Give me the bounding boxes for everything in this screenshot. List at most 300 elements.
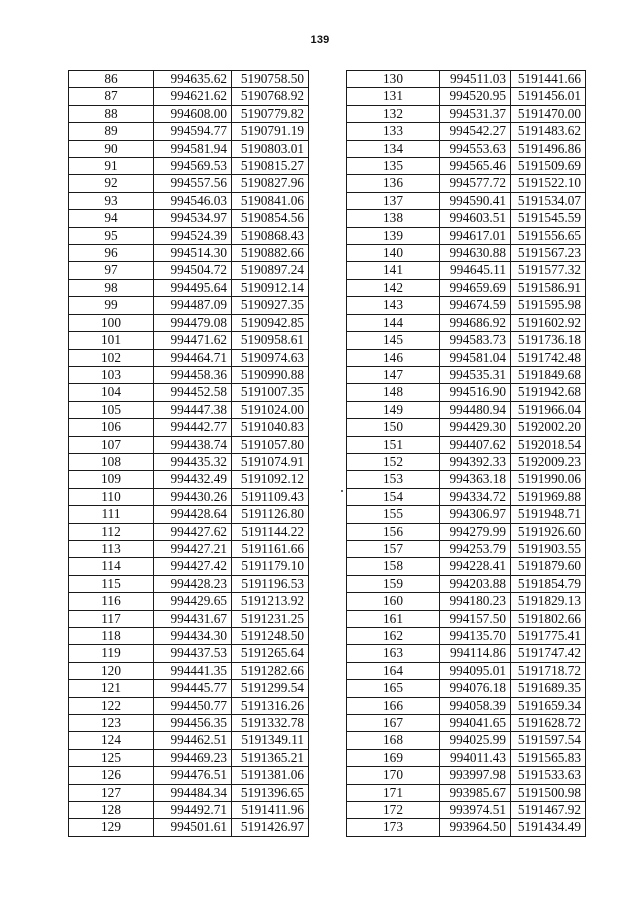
point-number-cell: 109 bbox=[69, 471, 154, 488]
point-number-cell: 127 bbox=[69, 784, 154, 801]
table-row bbox=[347, 715, 586, 732]
table-row bbox=[347, 680, 586, 697]
table-row bbox=[69, 645, 309, 662]
table-row bbox=[69, 366, 309, 383]
y-coordinate-cell: 5191332.78 bbox=[232, 715, 309, 732]
x-coordinate-cell: 994452.58 bbox=[154, 384, 232, 401]
point-number-cell: 100 bbox=[69, 314, 154, 331]
y-coordinate-cell: 5190758.50 bbox=[232, 71, 309, 88]
point-number-cell: 112 bbox=[69, 523, 154, 540]
table-row bbox=[347, 819, 586, 836]
y-coordinate-cell: 5192009.23 bbox=[511, 453, 586, 470]
y-coordinate-cell: 5190854.56 bbox=[232, 210, 309, 227]
point-number-cell: 114 bbox=[69, 558, 154, 575]
point-number-cell: 86 bbox=[69, 71, 154, 88]
x-coordinate-cell: 994456.35 bbox=[154, 715, 232, 732]
x-coordinate-cell: 994428.23 bbox=[154, 575, 232, 592]
x-coordinate-cell: 994363.18 bbox=[440, 471, 511, 488]
x-coordinate-cell: 994429.65 bbox=[154, 593, 232, 610]
x-coordinate-cell: 994686.92 bbox=[440, 314, 511, 331]
table-row bbox=[69, 488, 309, 505]
point-number-cell: 106 bbox=[69, 419, 154, 436]
point-number-cell: 158 bbox=[347, 558, 440, 575]
table-row bbox=[69, 784, 309, 801]
table-row bbox=[347, 575, 586, 592]
x-coordinate-cell: 994471.62 bbox=[154, 332, 232, 349]
table-row bbox=[347, 453, 586, 470]
table-row bbox=[347, 332, 586, 349]
y-coordinate-cell: 5190958.61 bbox=[232, 332, 309, 349]
y-coordinate-cell: 5191802.66 bbox=[511, 610, 586, 627]
y-coordinate-cell: 5191586.91 bbox=[511, 279, 586, 296]
x-coordinate-cell: 994495.64 bbox=[154, 279, 232, 296]
point-number-cell: 138 bbox=[347, 210, 440, 227]
point-number-cell: 128 bbox=[69, 802, 154, 819]
table-row bbox=[347, 279, 586, 296]
x-coordinate-cell: 994429.30 bbox=[440, 419, 511, 436]
x-coordinate-cell: 994546.03 bbox=[154, 192, 232, 209]
y-coordinate-cell: 5191126.80 bbox=[232, 506, 309, 523]
y-coordinate-cell: 5191057.80 bbox=[232, 436, 309, 453]
point-number-cell: 172 bbox=[347, 802, 440, 819]
table-row bbox=[69, 297, 309, 314]
point-number-cell: 153 bbox=[347, 471, 440, 488]
table-row bbox=[69, 453, 309, 470]
point-number-cell: 151 bbox=[347, 436, 440, 453]
point-number-cell: 156 bbox=[347, 523, 440, 540]
point-number-cell: 171 bbox=[347, 784, 440, 801]
x-coordinate-cell: 994479.08 bbox=[154, 314, 232, 331]
x-coordinate-cell: 994058.39 bbox=[440, 697, 511, 714]
point-number-cell: 116 bbox=[69, 593, 154, 610]
table-row bbox=[347, 88, 586, 105]
y-coordinate-cell: 5190768.92 bbox=[232, 88, 309, 105]
table-row bbox=[69, 593, 309, 610]
x-coordinate-cell: 994534.97 bbox=[154, 210, 232, 227]
point-number-cell: 136 bbox=[347, 175, 440, 192]
point-number-cell: 141 bbox=[347, 262, 440, 279]
y-coordinate-cell: 5191381.06 bbox=[232, 767, 309, 784]
x-coordinate-cell: 994135.70 bbox=[440, 628, 511, 645]
y-coordinate-cell: 5190927.35 bbox=[232, 297, 309, 314]
table-row bbox=[347, 558, 586, 575]
point-number-cell: 139 bbox=[347, 227, 440, 244]
point-number-cell: 89 bbox=[69, 123, 154, 140]
point-number-cell: 166 bbox=[347, 697, 440, 714]
y-coordinate-cell: 5191196.53 bbox=[232, 575, 309, 592]
point-number-cell: 97 bbox=[69, 262, 154, 279]
y-coordinate-cell: 5191441.66 bbox=[511, 71, 586, 88]
x-coordinate-cell: 994458.36 bbox=[154, 366, 232, 383]
y-coordinate-cell: 5191265.64 bbox=[232, 645, 309, 662]
point-number-cell: 98 bbox=[69, 279, 154, 296]
table-row bbox=[347, 401, 586, 418]
x-coordinate-cell: 994427.42 bbox=[154, 558, 232, 575]
x-coordinate-cell: 994469.23 bbox=[154, 749, 232, 766]
y-coordinate-cell: 5191926.60 bbox=[511, 523, 586, 540]
y-coordinate-cell: 5191742.48 bbox=[511, 349, 586, 366]
point-number-cell: 93 bbox=[69, 192, 154, 209]
x-coordinate-cell: 994617.01 bbox=[440, 227, 511, 244]
y-coordinate-cell: 5191349.11 bbox=[232, 732, 309, 749]
point-number-cell: 108 bbox=[69, 453, 154, 470]
x-coordinate-cell: 994306.97 bbox=[440, 506, 511, 523]
x-coordinate-cell: 994594.77 bbox=[154, 123, 232, 140]
x-coordinate-cell: 994516.90 bbox=[440, 384, 511, 401]
table-row bbox=[69, 767, 309, 784]
page-number: 139 bbox=[310, 34, 330, 46]
point-number-cell: 96 bbox=[69, 245, 154, 262]
table-row bbox=[347, 210, 586, 227]
x-coordinate-cell: 994659.69 bbox=[440, 279, 511, 296]
table-row bbox=[347, 662, 586, 679]
table-row bbox=[69, 192, 309, 209]
x-coordinate-cell: 994645.11 bbox=[440, 262, 511, 279]
x-coordinate-cell: 994492.71 bbox=[154, 802, 232, 819]
y-coordinate-cell: 5191747.42 bbox=[511, 645, 586, 662]
y-coordinate-cell: 5191299.54 bbox=[232, 680, 309, 697]
table-row bbox=[69, 401, 309, 418]
table-row bbox=[69, 680, 309, 697]
table-row bbox=[347, 784, 586, 801]
x-coordinate-cell: 993985.67 bbox=[440, 784, 511, 801]
y-coordinate-cell: 5191007.35 bbox=[232, 384, 309, 401]
point-number-cell: 154 bbox=[347, 488, 440, 505]
x-coordinate-cell: 994569.53 bbox=[154, 158, 232, 175]
table-row bbox=[69, 732, 309, 749]
point-number-cell: 132 bbox=[347, 105, 440, 122]
table-row bbox=[69, 262, 309, 279]
table-row bbox=[347, 697, 586, 714]
x-coordinate-cell: 994581.94 bbox=[154, 140, 232, 157]
y-coordinate-cell: 5191659.34 bbox=[511, 697, 586, 714]
table-row bbox=[347, 227, 586, 244]
point-number-cell: 115 bbox=[69, 575, 154, 592]
point-number-cell: 167 bbox=[347, 715, 440, 732]
x-coordinate-cell: 994025.99 bbox=[440, 732, 511, 749]
point-number-cell: 92 bbox=[69, 175, 154, 192]
table-row bbox=[347, 523, 586, 540]
table-row bbox=[347, 436, 586, 453]
x-coordinate-cell: 994511.03 bbox=[440, 71, 511, 88]
point-number-cell: 161 bbox=[347, 610, 440, 627]
table-row bbox=[347, 540, 586, 557]
table-row bbox=[347, 349, 586, 366]
table-row bbox=[347, 767, 586, 784]
y-coordinate-cell: 5191903.55 bbox=[511, 540, 586, 557]
x-coordinate-cell: 994114.86 bbox=[440, 645, 511, 662]
x-coordinate-cell: 994430.26 bbox=[154, 488, 232, 505]
y-coordinate-cell: 5191092.12 bbox=[232, 471, 309, 488]
y-coordinate-cell: 5191426.97 bbox=[232, 819, 309, 836]
x-coordinate-cell: 994674.59 bbox=[440, 297, 511, 314]
y-coordinate-cell: 5191500.98 bbox=[511, 784, 586, 801]
y-coordinate-cell: 5190791.19 bbox=[232, 123, 309, 140]
x-coordinate-cell: 994583.73 bbox=[440, 332, 511, 349]
x-coordinate-cell: 994557.56 bbox=[154, 175, 232, 192]
point-number-cell: 163 bbox=[347, 645, 440, 662]
x-coordinate-cell: 994590.41 bbox=[440, 192, 511, 209]
y-coordinate-cell: 5191966.04 bbox=[511, 401, 586, 418]
table-body-right bbox=[347, 71, 586, 837]
y-coordinate-cell: 5191775.41 bbox=[511, 628, 586, 645]
x-coordinate-cell: 994427.62 bbox=[154, 523, 232, 540]
point-number-cell: 104 bbox=[69, 384, 154, 401]
point-number-cell: 126 bbox=[69, 767, 154, 784]
y-coordinate-cell: 5191213.92 bbox=[232, 593, 309, 610]
point-number-cell: 142 bbox=[347, 279, 440, 296]
point-number-cell: 148 bbox=[347, 384, 440, 401]
x-coordinate-cell: 994553.63 bbox=[440, 140, 511, 157]
x-coordinate-cell: 994462.51 bbox=[154, 732, 232, 749]
table-row bbox=[347, 506, 586, 523]
y-coordinate-cell: 5191628.72 bbox=[511, 715, 586, 732]
y-coordinate-cell: 5191144.22 bbox=[232, 523, 309, 540]
table-row bbox=[347, 610, 586, 627]
table-row bbox=[69, 558, 309, 575]
x-coordinate-cell: 993964.50 bbox=[440, 819, 511, 836]
table-row bbox=[69, 349, 309, 366]
y-coordinate-cell: 5191534.07 bbox=[511, 192, 586, 209]
y-coordinate-cell: 5190897.24 bbox=[232, 262, 309, 279]
x-coordinate-cell: 994608.00 bbox=[154, 105, 232, 122]
point-number-cell: 103 bbox=[69, 366, 154, 383]
point-number-cell: 90 bbox=[69, 140, 154, 157]
table-row bbox=[347, 366, 586, 383]
point-number-cell: 95 bbox=[69, 227, 154, 244]
x-coordinate-cell: 994228.41 bbox=[440, 558, 511, 575]
point-number-cell: 110 bbox=[69, 488, 154, 505]
x-coordinate-cell: 994438.74 bbox=[154, 436, 232, 453]
x-coordinate-cell: 994445.77 bbox=[154, 680, 232, 697]
table-row bbox=[69, 419, 309, 436]
x-coordinate-cell: 994441.35 bbox=[154, 662, 232, 679]
x-coordinate-cell: 994520.95 bbox=[440, 88, 511, 105]
point-number-cell: 162 bbox=[347, 628, 440, 645]
point-number-cell: 88 bbox=[69, 105, 154, 122]
point-number-cell: 147 bbox=[347, 366, 440, 383]
y-coordinate-cell: 5191522.10 bbox=[511, 175, 586, 192]
table-row bbox=[347, 645, 586, 662]
table-row bbox=[347, 71, 586, 88]
y-coordinate-cell: 5191396.65 bbox=[232, 784, 309, 801]
table-row bbox=[69, 628, 309, 645]
x-coordinate-cell: 994095.01 bbox=[440, 662, 511, 679]
table-row bbox=[347, 732, 586, 749]
y-coordinate-cell: 5191411.96 bbox=[232, 802, 309, 819]
point-number-cell: 144 bbox=[347, 314, 440, 331]
table-row bbox=[347, 158, 586, 175]
table-row bbox=[69, 749, 309, 766]
point-number-cell: 131 bbox=[347, 88, 440, 105]
y-coordinate-cell: 5190912.14 bbox=[232, 279, 309, 296]
table-row bbox=[347, 262, 586, 279]
table-body-left bbox=[69, 71, 309, 837]
y-coordinate-cell: 5190779.82 bbox=[232, 105, 309, 122]
point-number-cell: 145 bbox=[347, 332, 440, 349]
point-number-cell: 91 bbox=[69, 158, 154, 175]
x-coordinate-cell: 994464.71 bbox=[154, 349, 232, 366]
x-coordinate-cell: 993974.51 bbox=[440, 802, 511, 819]
table-row bbox=[347, 140, 586, 157]
y-coordinate-cell: 5190868.43 bbox=[232, 227, 309, 244]
table-row bbox=[69, 384, 309, 401]
x-coordinate-cell: 994630.88 bbox=[440, 245, 511, 262]
point-number-cell: 120 bbox=[69, 662, 154, 679]
table-row bbox=[69, 697, 309, 714]
table-row bbox=[69, 175, 309, 192]
x-coordinate-cell: 994279.99 bbox=[440, 523, 511, 540]
table-row bbox=[347, 123, 586, 140]
y-coordinate-cell: 5192018.54 bbox=[511, 436, 586, 453]
y-coordinate-cell: 5191456.01 bbox=[511, 88, 586, 105]
table-row bbox=[347, 175, 586, 192]
y-coordinate-cell: 5191545.59 bbox=[511, 210, 586, 227]
x-coordinate-cell: 994621.62 bbox=[154, 88, 232, 105]
x-coordinate-cell: 994447.38 bbox=[154, 401, 232, 418]
y-coordinate-cell: 5191483.62 bbox=[511, 123, 586, 140]
table-row bbox=[69, 314, 309, 331]
y-coordinate-cell: 5191577.32 bbox=[511, 262, 586, 279]
x-coordinate-cell: 994041.65 bbox=[440, 715, 511, 732]
y-coordinate-cell: 5191161.66 bbox=[232, 540, 309, 557]
x-coordinate-cell: 994434.30 bbox=[154, 628, 232, 645]
x-coordinate-cell: 994442.77 bbox=[154, 419, 232, 436]
x-coordinate-cell: 994480.94 bbox=[440, 401, 511, 418]
y-coordinate-cell: 5190942.85 bbox=[232, 314, 309, 331]
y-coordinate-cell: 5191231.25 bbox=[232, 610, 309, 627]
x-coordinate-cell: 994157.50 bbox=[440, 610, 511, 627]
point-number-cell: 160 bbox=[347, 593, 440, 610]
x-coordinate-cell: 994076.18 bbox=[440, 680, 511, 697]
table-row bbox=[69, 105, 309, 122]
x-coordinate-cell: 994635.62 bbox=[154, 71, 232, 88]
table-row bbox=[347, 192, 586, 209]
y-coordinate-cell: 5191556.65 bbox=[511, 227, 586, 244]
point-number-cell: 155 bbox=[347, 506, 440, 523]
table-row bbox=[69, 540, 309, 557]
y-coordinate-cell: 5190841.06 bbox=[232, 192, 309, 209]
y-coordinate-cell: 5191316.26 bbox=[232, 697, 309, 714]
point-number-cell: 125 bbox=[69, 749, 154, 766]
x-coordinate-cell: 994514.30 bbox=[154, 245, 232, 262]
table-row bbox=[347, 488, 586, 505]
point-number-cell: 134 bbox=[347, 140, 440, 157]
y-coordinate-cell: 5191496.86 bbox=[511, 140, 586, 157]
point-number-cell: 164 bbox=[347, 662, 440, 679]
table-row bbox=[69, 715, 309, 732]
table-row bbox=[69, 436, 309, 453]
x-coordinate-cell: 994581.04 bbox=[440, 349, 511, 366]
point-number-cell: 119 bbox=[69, 645, 154, 662]
table-row bbox=[347, 628, 586, 645]
table-row bbox=[69, 575, 309, 592]
y-coordinate-cell: 5190882.66 bbox=[232, 245, 309, 262]
y-coordinate-cell: 5191829.13 bbox=[511, 593, 586, 610]
table-row bbox=[347, 384, 586, 401]
table-row bbox=[347, 419, 586, 436]
point-number-cell: 133 bbox=[347, 123, 440, 140]
x-coordinate-cell: 994428.64 bbox=[154, 506, 232, 523]
table-row bbox=[347, 105, 586, 122]
table-row bbox=[347, 314, 586, 331]
point-number-cell: 124 bbox=[69, 732, 154, 749]
x-coordinate-cell: 994504.72 bbox=[154, 262, 232, 279]
table-row bbox=[69, 227, 309, 244]
point-number-cell: 159 bbox=[347, 575, 440, 592]
point-number-cell: 101 bbox=[69, 332, 154, 349]
point-number-cell: 169 bbox=[347, 749, 440, 766]
y-coordinate-cell: 5190815.27 bbox=[232, 158, 309, 175]
point-number-cell: 121 bbox=[69, 680, 154, 697]
table-row bbox=[69, 471, 309, 488]
table-row bbox=[69, 662, 309, 679]
table-row bbox=[347, 749, 586, 766]
x-coordinate-cell: 994535.31 bbox=[440, 366, 511, 383]
y-coordinate-cell: 5191248.50 bbox=[232, 628, 309, 645]
x-coordinate-cell: 994487.09 bbox=[154, 297, 232, 314]
x-coordinate-cell: 994334.72 bbox=[440, 488, 511, 505]
y-coordinate-cell: 5191969.88 bbox=[511, 488, 586, 505]
y-coordinate-cell: 5191565.83 bbox=[511, 749, 586, 766]
table-row bbox=[69, 158, 309, 175]
coordinates-table-left bbox=[68, 70, 309, 837]
y-coordinate-cell: 5191942.68 bbox=[511, 384, 586, 401]
point-number-cell: 130 bbox=[347, 71, 440, 88]
y-coordinate-cell: 5191849.68 bbox=[511, 366, 586, 383]
table-row bbox=[69, 506, 309, 523]
table-row bbox=[69, 523, 309, 540]
y-coordinate-cell: 5191736.18 bbox=[511, 332, 586, 349]
point-number-cell: 150 bbox=[347, 419, 440, 436]
x-coordinate-cell: 994565.46 bbox=[440, 158, 511, 175]
y-coordinate-cell: 5190827.96 bbox=[232, 175, 309, 192]
y-coordinate-cell: 5191948.71 bbox=[511, 506, 586, 523]
x-coordinate-cell: 994392.33 bbox=[440, 453, 511, 470]
x-coordinate-cell: 994253.79 bbox=[440, 540, 511, 557]
y-coordinate-cell: 5191074.91 bbox=[232, 453, 309, 470]
y-coordinate-cell: 5191470.00 bbox=[511, 105, 586, 122]
table-row bbox=[69, 123, 309, 140]
x-coordinate-cell: 994011.43 bbox=[440, 749, 511, 766]
y-coordinate-cell: 5191109.43 bbox=[232, 488, 309, 505]
y-coordinate-cell: 5191365.21 bbox=[232, 749, 309, 766]
point-number-cell: 94 bbox=[69, 210, 154, 227]
point-number-cell: 99 bbox=[69, 297, 154, 314]
y-coordinate-cell: 5190803.01 bbox=[232, 140, 309, 157]
point-number-cell: 157 bbox=[347, 540, 440, 557]
x-coordinate-cell: 994435.32 bbox=[154, 453, 232, 470]
y-coordinate-cell: 5191567.23 bbox=[511, 245, 586, 262]
y-coordinate-cell: 5191602.92 bbox=[511, 314, 586, 331]
x-coordinate-cell: 994577.72 bbox=[440, 175, 511, 192]
x-coordinate-cell: 994603.51 bbox=[440, 210, 511, 227]
x-coordinate-cell: 993997.98 bbox=[440, 767, 511, 784]
y-coordinate-cell: 5191718.72 bbox=[511, 662, 586, 679]
table-row bbox=[69, 88, 309, 105]
x-coordinate-cell: 994180.23 bbox=[440, 593, 511, 610]
y-coordinate-cell: 5191595.98 bbox=[511, 297, 586, 314]
point-number-cell: 118 bbox=[69, 628, 154, 645]
table-row bbox=[347, 593, 586, 610]
y-coordinate-cell: 5191024.00 bbox=[232, 401, 309, 418]
point-number-cell: 152 bbox=[347, 453, 440, 470]
point-number-cell: 111 bbox=[69, 506, 154, 523]
y-coordinate-cell: 5190974.63 bbox=[232, 349, 309, 366]
y-coordinate-cell: 5191467.92 bbox=[511, 802, 586, 819]
y-coordinate-cell: 5191282.66 bbox=[232, 662, 309, 679]
point-number-cell: 137 bbox=[347, 192, 440, 209]
